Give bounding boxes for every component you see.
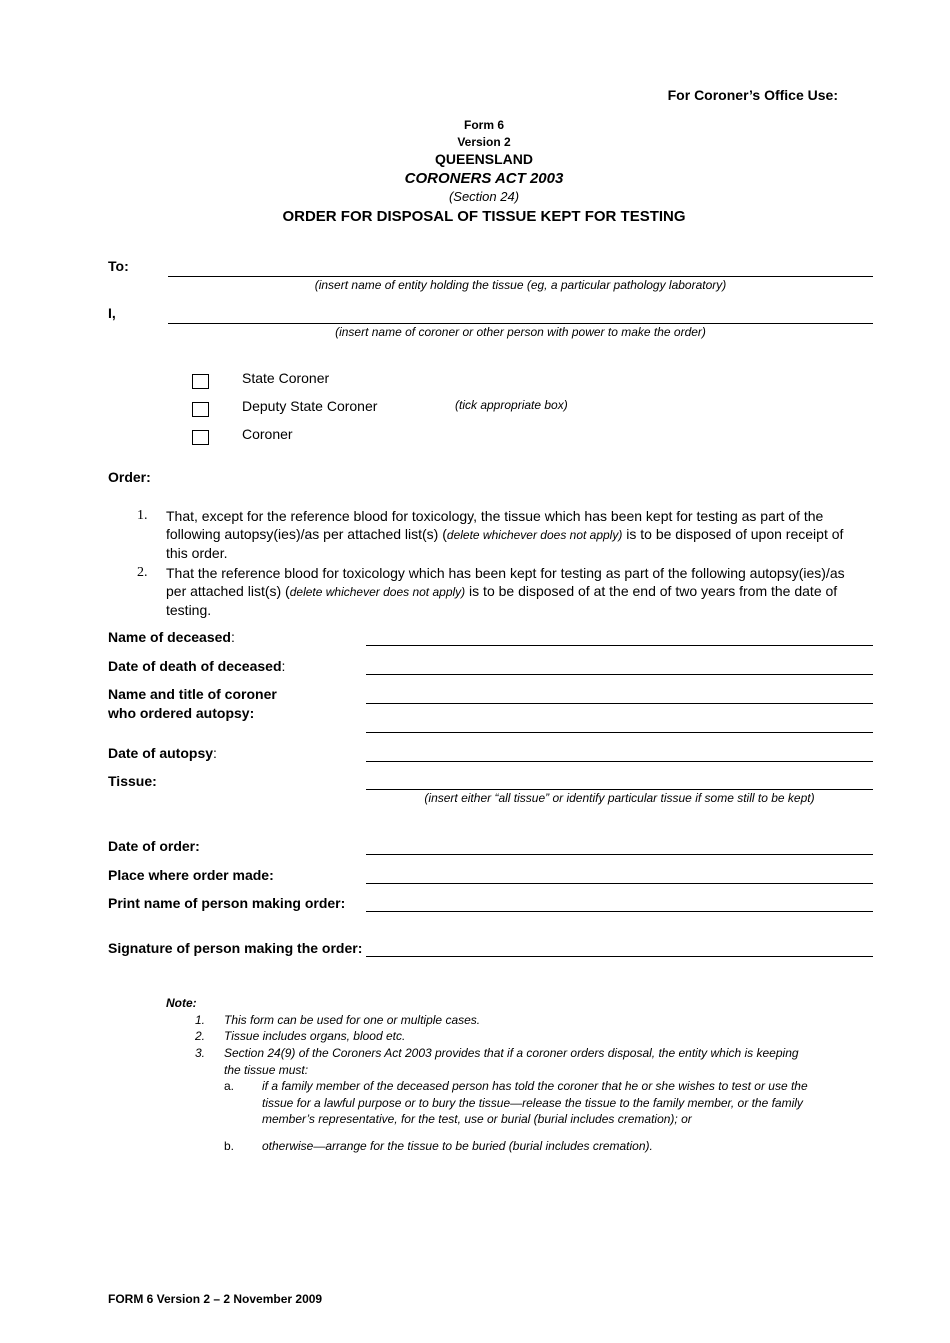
i-label: I, (108, 305, 116, 321)
order-item-1: That, except for the reference blood for toxicology, the tissue which has been kept for testing as part of the following autopsy(ies)/as per attached list(s) (delete whichever does not apply) is to be disposed of upon receipt of this order. (166, 508, 844, 561)
tissue-hint: (insert either “all tissue” or identify particular tissue if some still to be kept) (424, 791, 815, 805)
signature-label: Signature of person making the order: (108, 940, 363, 956)
option-coroner: Coroner (242, 426, 293, 442)
name-deceased-field[interactable] (366, 645, 873, 646)
note-sub-letter: b. (224, 1139, 235, 1153)
checkbox-state-coroner[interactable] (192, 374, 209, 389)
state-name: QUEENSLAND (434, 151, 533, 167)
checkbox-deputy-state-coroner[interactable] (192, 402, 209, 417)
office-use-label: For Coroner’s Office Use: (667, 87, 838, 103)
coroner-field-line-2[interactable] (366, 732, 873, 733)
date-death-field[interactable] (366, 674, 873, 675)
note-2: Tissue includes organs, blood etc. (224, 1029, 406, 1043)
tissue-label: Tissue: (108, 773, 157, 789)
note-number: 2. (195, 1029, 206, 1043)
checkbox-coroner[interactable] (192, 430, 209, 445)
print-name-field[interactable] (366, 911, 873, 912)
date-autopsy-label: Date of autopsy: (108, 745, 217, 761)
form-number: Form 6 (463, 118, 504, 132)
act-name: CORONERS ACT 2003 (404, 170, 564, 187)
note-number: 1. (195, 1013, 206, 1027)
order-label: Order: (108, 469, 151, 485)
note-number: 3. (195, 1046, 206, 1060)
name-deceased-label: Name of deceased: (108, 629, 235, 645)
i-hint: (insert name of coroner or other person with power to make the order) (335, 325, 706, 339)
i-field[interactable] (168, 323, 873, 324)
section-ref: (Section 24) (448, 189, 520, 204)
note-sub-letter: a. (224, 1079, 235, 1093)
form-version: Version 2 (457, 135, 511, 149)
coroner-field-line-1[interactable] (366, 703, 873, 704)
date-autopsy-field[interactable] (366, 761, 873, 762)
to-hint: (insert name of entity holding the tissue (eg, a particular pathology laboratory) (314, 278, 727, 292)
date-order-label: Date of order: (108, 838, 200, 854)
note-3: Section 24(9) of the Coroners Act 2003 provides that if a coroner orders disposal, the entity which is keeping the tissue must: (224, 1046, 799, 1077)
to-label: To: (108, 258, 129, 274)
place-order-label: Place where order made: (108, 867, 274, 883)
date-order-field[interactable] (366, 854, 873, 855)
coroner-label: Name and title of coroner who ordered autopsy: (108, 686, 277, 721)
tick-hint: (tick appropriate box) (455, 398, 568, 412)
option-state-coroner: State Coroner (242, 370, 330, 386)
option-deputy-state-coroner: Deputy State Coroner (242, 398, 378, 414)
order-item-number: 2. (137, 565, 148, 580)
note-3a: if a family member of the deceased person has told the coroner that he or she wishes to test or use the tissue for a lawful purpose or to bury the tissue—release the tissue to the family member, or the family member’s representative, for the test, use or burial (burial includes cremation); or (262, 1079, 808, 1126)
date-death-label: Date of death of deceased: (108, 658, 286, 674)
note-3b: otherwise—arrange for the tissue to be buried (burial includes cremation). (262, 1139, 653, 1153)
print-name-label: Print name of person making order: (108, 895, 346, 911)
note-label: Note: (166, 996, 197, 1010)
to-field[interactable] (168, 276, 873, 277)
note-1: This form can be used for one or multiple cases. (224, 1013, 481, 1027)
tissue-field[interactable] (366, 789, 873, 790)
order-item-2: That the reference blood for toxicology which has been kept for testing as part of the following autopsy(ies)/as per attached list(s) (delete whichever does not apply) is to be disposed of at the end of two years from the date of testing. (166, 565, 845, 618)
signature-field[interactable] (366, 956, 873, 957)
form-title: ORDER FOR DISPOSAL OF TISSUE KEPT FOR TESTING (282, 208, 686, 225)
form-footer: FORM 6 Version 2 – 2 November 2009 (108, 1292, 323, 1306)
place-order-field[interactable] (366, 883, 873, 884)
order-item-number: 1. (137, 508, 148, 523)
